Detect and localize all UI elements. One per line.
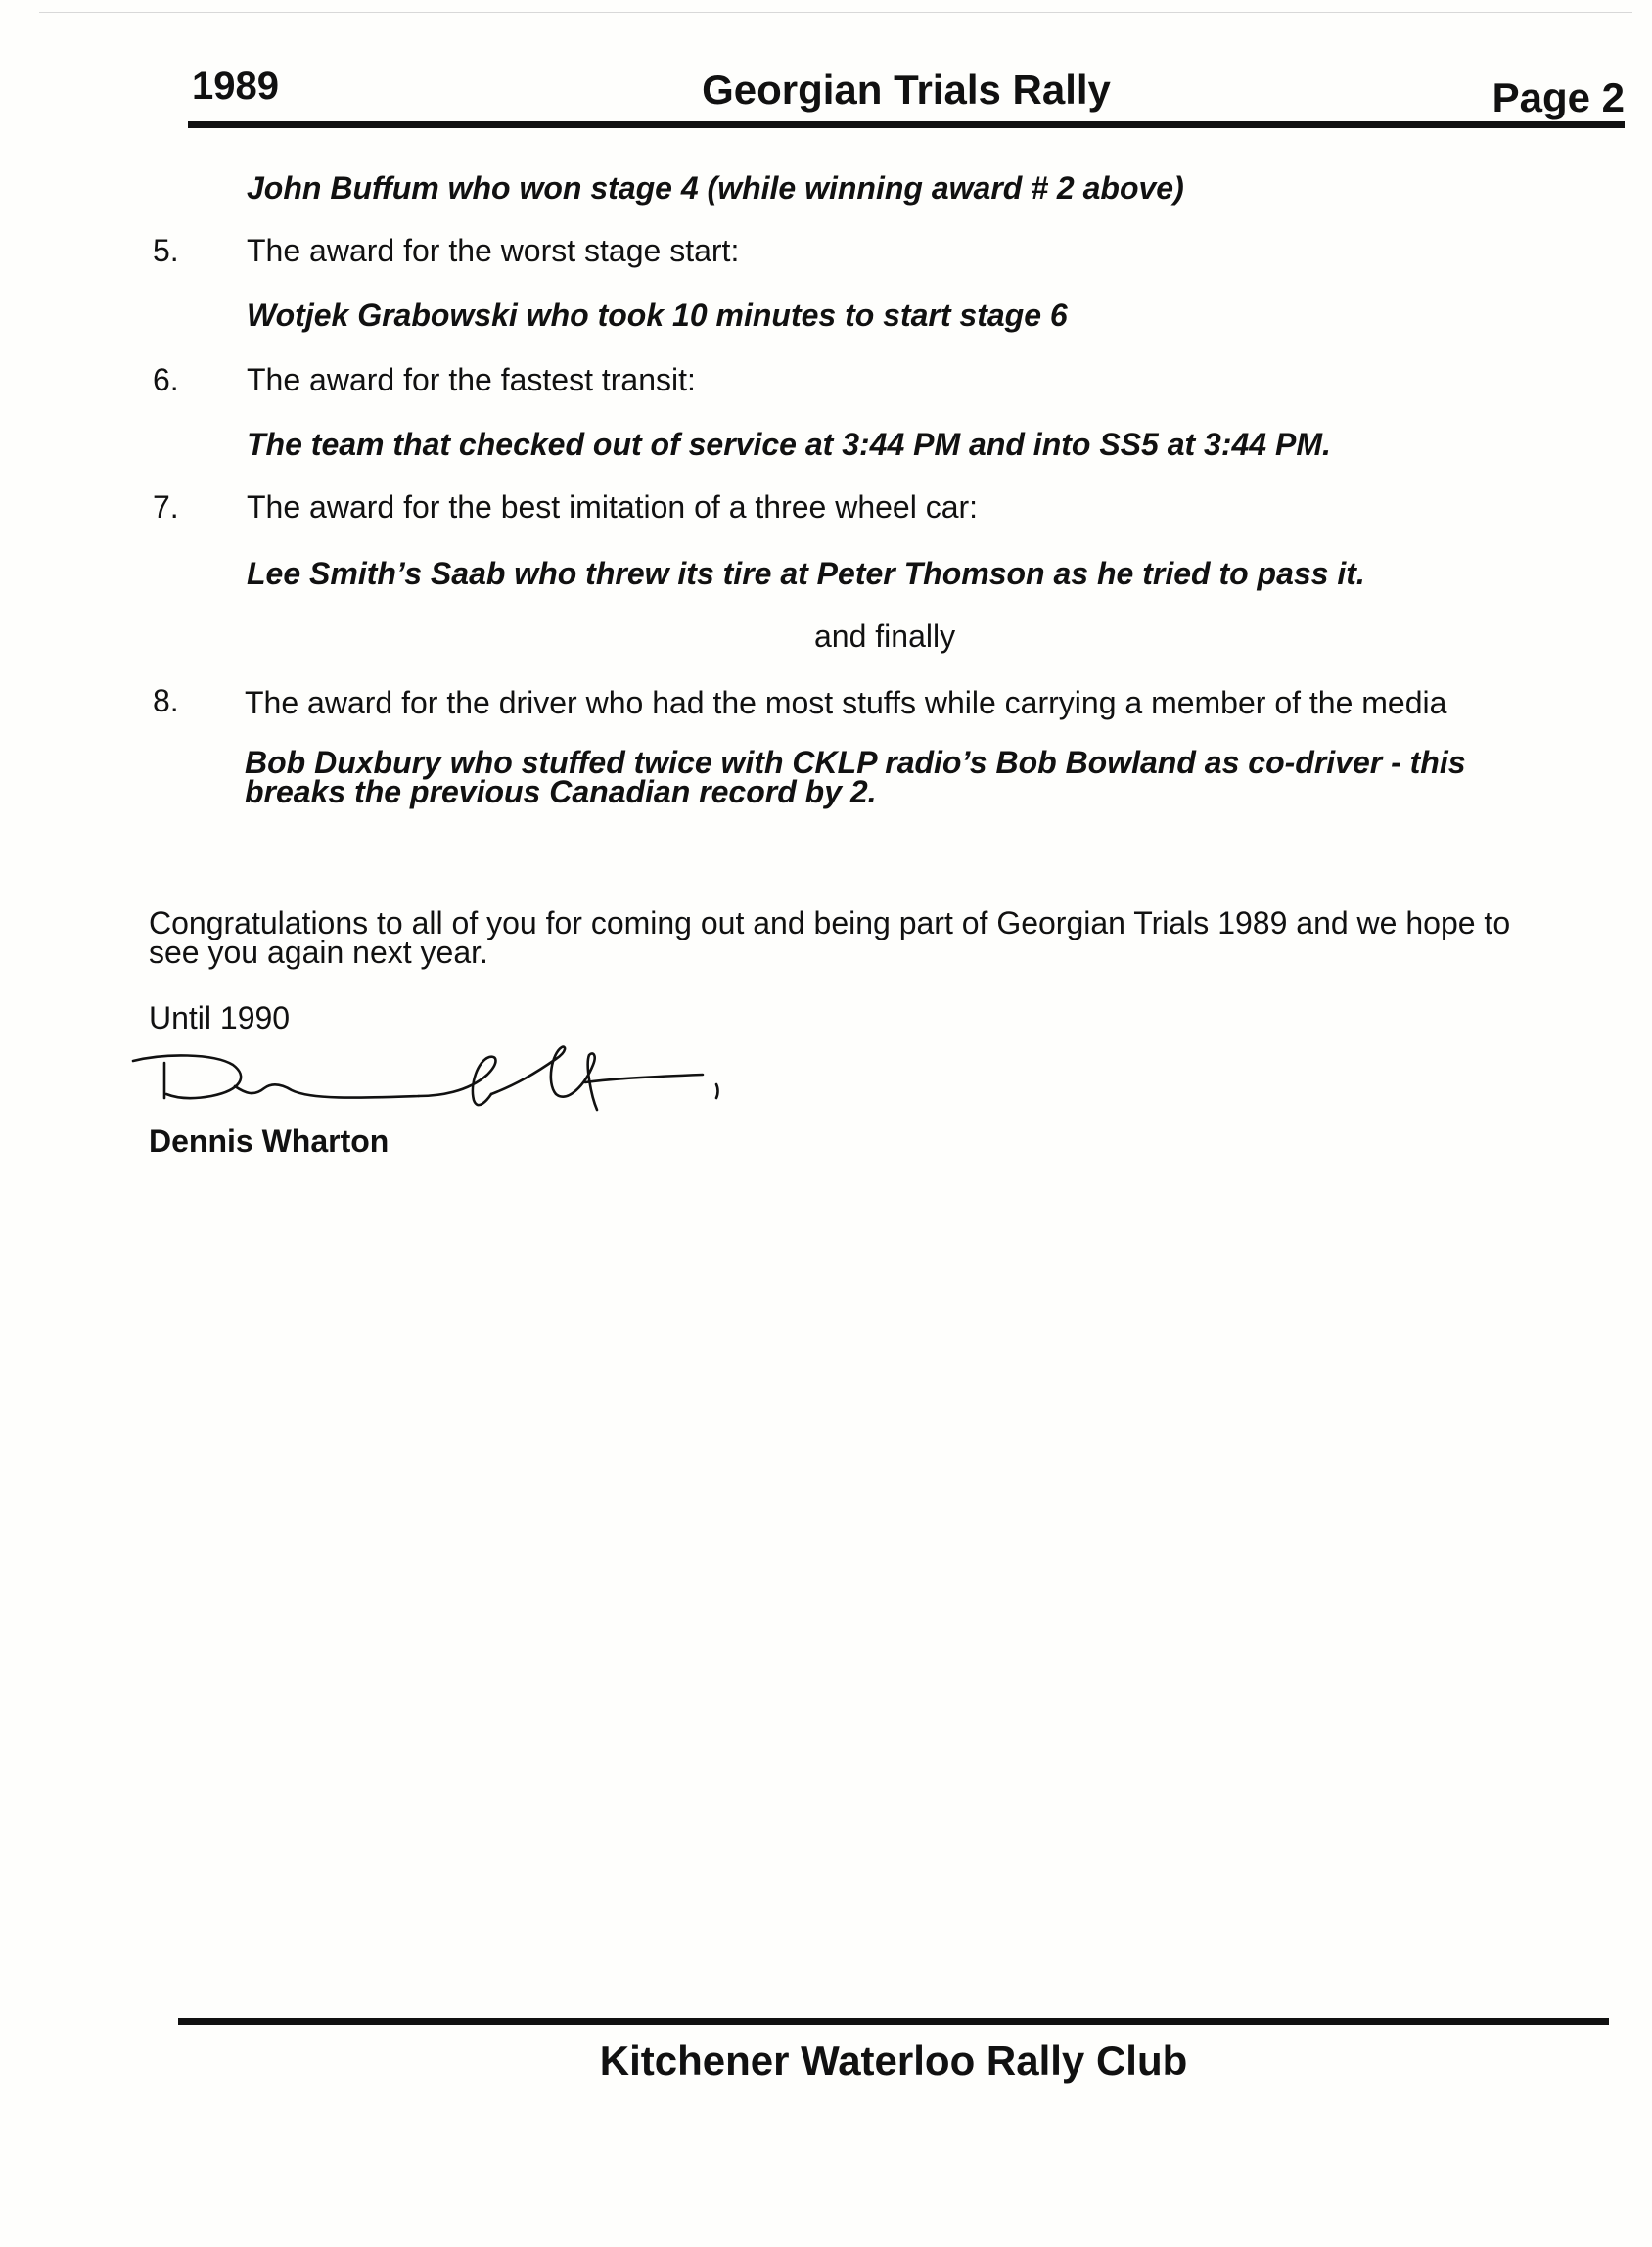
award-4-winner: John Buffum who won stage 4 (while winning award # 2 above) xyxy=(247,170,1184,206)
award-7-winner: Lee Smith’s Saab who threw its tire at Peter Thomson as he tried to pass it. xyxy=(247,556,1365,591)
award-8-number: 8. xyxy=(153,683,179,718)
page-header xyxy=(188,59,1625,131)
award-5-title: The award for the worst stage start: xyxy=(247,233,740,268)
closing-line-1: Congratulations to all of you for coming out and being part of Georgian Trials 1989 and we hope to xyxy=(149,905,1511,940)
award-8-winner-line-2: breaks the previous Canadian record by 2. xyxy=(245,774,877,809)
award-7-title: The award for the best imitation of a three wheel car: xyxy=(247,489,979,525)
signer-name: Dennis Wharton xyxy=(149,1124,390,1159)
scan-edge xyxy=(39,12,1632,13)
closing-until: Until 1990 xyxy=(149,1000,291,1035)
footer-rule xyxy=(178,2018,1609,2025)
award-7-number: 7. xyxy=(153,489,179,525)
award-5-number: 5. xyxy=(153,233,179,268)
closing-line-2: see you again next year. xyxy=(149,935,488,970)
handwritten-signature xyxy=(125,1026,742,1133)
award-8-winner xyxy=(245,745,1466,809)
and-finally-text: and finally xyxy=(814,619,956,654)
award-8-winner-line-1: Bob Duxbury who stuffed twice with CKLP radio’s Bob Bowland as co-driver - this xyxy=(245,745,1466,780)
award-6-title: The award for the fastest transit: xyxy=(247,362,696,397)
closing-paragraph xyxy=(149,905,1511,970)
header-rule xyxy=(188,121,1625,128)
award-6-winner: The team that checked out of service at 3:44 PM and into SS5 at 3:44 PM. xyxy=(247,427,1331,462)
award-8-title: The award for the driver who had the most stuffs while carrying a member of the media xyxy=(245,685,1447,720)
header-page-number: Page 2 xyxy=(1491,74,1625,120)
header-title: Georgian Trials Rally xyxy=(702,67,1111,113)
header-year: 1989 xyxy=(192,65,279,108)
award-6-number: 6. xyxy=(153,362,179,397)
award-5-winner: Wotjek Grabowski who took 10 minutes to start stage 6 xyxy=(247,298,1068,333)
footer-club-name: Kitchener Waterloo Rally Club xyxy=(599,2038,1188,2084)
